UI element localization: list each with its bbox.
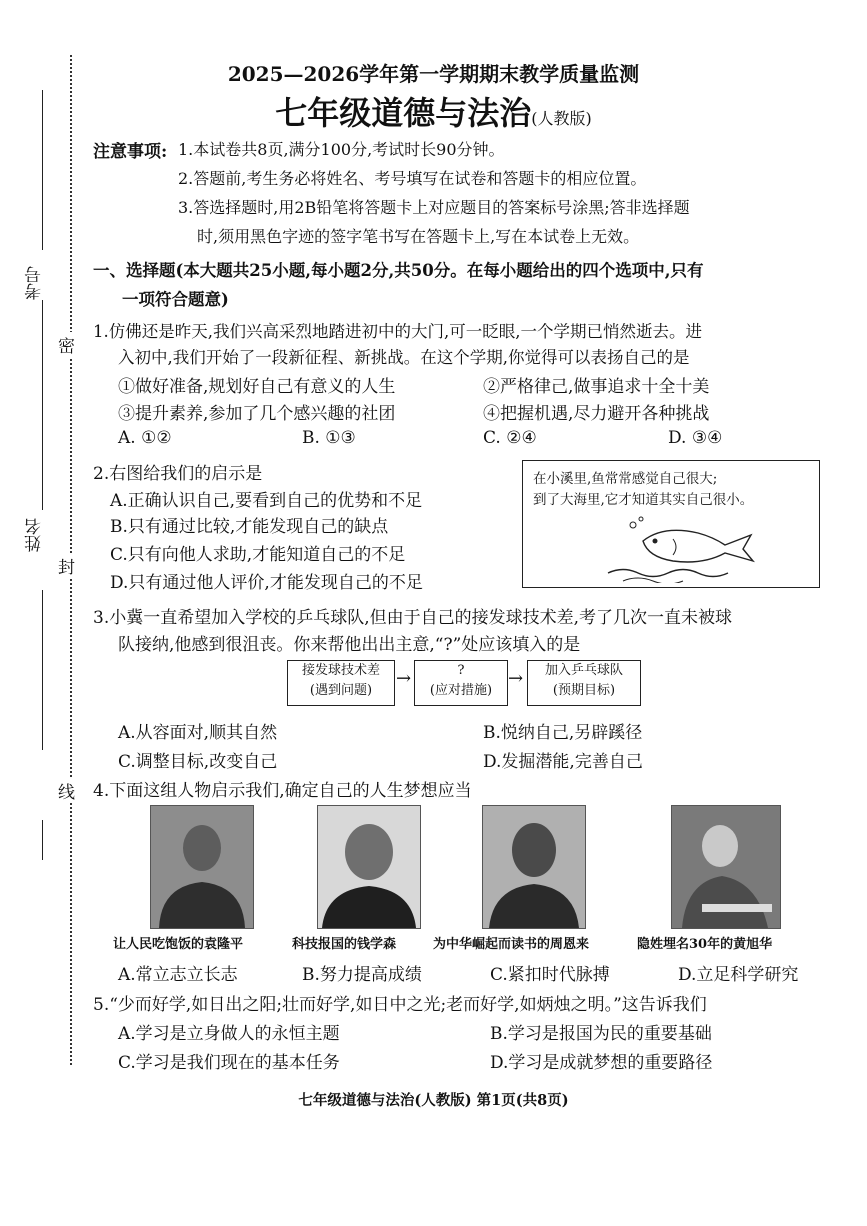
q1-statement-3: ③提升素养,参加了几个感兴趣的社团 [118, 404, 396, 424]
notice-item-2: 2.答题前,考生务必将姓名、考号填写在试卷和答题卡的相应位置。 [178, 169, 647, 188]
flow-box-problem-title: 接发球技术差 [301, 663, 380, 678]
subject-name: 七年级道德与法治 [275, 94, 532, 132]
q4-option-b: B.努力提高成绩 [302, 965, 422, 985]
portrait-caption-3: 为中华崛起而读书的周恩来 [433, 937, 590, 952]
cartoon-caption-1: 在小溪里,鱼常常感觉自己很大; [533, 471, 718, 487]
notice-item-1: 1.本试卷共8页,满分100分,考试时长90分钟。 [178, 140, 505, 159]
flow-arrow-1: → [396, 668, 412, 689]
flow-box-problem-sub: (遇到问题) [309, 683, 373, 698]
q4-option-a: A.常立志立长志 [118, 965, 238, 985]
q5-option-c: C.学习是我们现在的基本任务 [118, 1053, 340, 1073]
flow-box-measure [414, 660, 508, 706]
q1-stem: 1.仿佛还是昨天,我们兴高采烈地踏进初中的大门,可一眨眼,一个学期已悄然逝去。进 [93, 322, 702, 341]
q3-option-a: A.从容面对,顺其自然 [118, 723, 278, 743]
flow-box-goal [527, 660, 641, 706]
flow-box-goal-sub: (预期目标) [552, 683, 616, 698]
notice-item-3: 3.答选择题时,用2B铅笔将答题卡上对应题目的答案标号涂黑;答非选择题 [178, 198, 690, 217]
q5-option-a: A.学习是立身做人的永恒主题 [118, 1024, 340, 1044]
cartoon-caption-2: 到了大海里,它才知道其实自己很小。 [533, 492, 754, 508]
seal-mi: 密 [58, 332, 75, 357]
q4-option-d: D.立足科学研究 [678, 965, 799, 985]
page-footer: 七年级道德与法治(人教版) 第1页(共8页) [298, 1092, 569, 1109]
q5-option-b: B.学习是报国为民的重要基础 [490, 1024, 712, 1044]
q2-stem: 2.右图给我们的启示是 [93, 464, 263, 484]
section1-title-cont: 一项符合题意) [122, 290, 229, 309]
notice-item-3-cont: 时,须用黑色字迹的签字笔书写在答题卡上,写在本试卷上无效。 [197, 227, 640, 246]
portrait-photo-3 [482, 805, 586, 929]
portrait-caption-4: 隐姓埋名30年的黄旭华 [637, 937, 773, 952]
portrait-photo-4 [671, 805, 781, 929]
q2-option-b: B.只有通过比较,才能发现自己的缺点 [110, 517, 389, 537]
portrait-caption-2: 科技报国的钱学森 [292, 937, 397, 952]
name-label: 姓名 [25, 518, 45, 552]
q3-stem: 3.小冀一直希望加入学校的乒乓球队,但由于自己的接发球技术差,考了几次一直未被球 [93, 608, 733, 628]
q1-statement-2: ②严格律己,做事追求十全十美 [483, 377, 710, 397]
edition: (人教版) [531, 109, 592, 128]
q1-option-a: A. ①② [118, 428, 172, 448]
exam-no-label: 考号 [25, 266, 45, 300]
q3-option-c: C.调整目标,改变自己 [118, 752, 278, 772]
section1-title: 一、选择题(本大题共25小题,每小题2分,共50分。在每小题给出的四个选项中,只有 [93, 261, 704, 280]
portrait-caption-1: 让人民吃饱饭的袁隆平 [113, 937, 244, 952]
person-icon [318, 806, 420, 928]
name-blank-line-1 [42, 300, 43, 510]
q2-cartoon [522, 460, 820, 588]
person-icon [672, 806, 780, 928]
q1-option-b: B. ①③ [302, 428, 356, 448]
name-blank-line-2 [42, 590, 43, 750]
subject-title [0, 88, 867, 134]
q3-option-b: B.悦纳自己,另辟蹊径 [483, 723, 643, 743]
flow-box-problem [287, 660, 395, 706]
fish-icon [603, 511, 773, 583]
seal-xian: 线 [58, 778, 75, 803]
exam-title: 2025—2026学年第一学期期末教学质量监测 [227, 62, 640, 86]
person-icon [151, 806, 253, 928]
flow-arrow-2: → [508, 668, 524, 689]
flow-box-measure-sub: (应对措施) [429, 683, 493, 698]
person-icon [483, 806, 585, 928]
q4-option-c: C.紧扣时代脉搏 [490, 965, 610, 985]
notice-heading: 注意事项: [93, 142, 168, 162]
q1-option-d: D. ③④ [668, 428, 723, 448]
q2-option-c: C.只有向他人求助,才能知道自己的不足 [110, 545, 406, 565]
q5-option-d: D.学习是成就梦想的重要路径 [490, 1053, 713, 1073]
q1-stem-cont: 入初中,我们开始了一段新征程、新挑战。在这个学期,你觉得可以表扬自己的是 [118, 348, 690, 367]
portrait-photo-1 [150, 805, 254, 929]
seal-feng: 封 [58, 553, 75, 578]
q1-statement-4: ④把握机遇,尽力避开各种挑战 [483, 404, 710, 424]
portrait-photo-2 [317, 805, 421, 929]
q4-stem: 4.下面这组人物启示我们,确定自己的人生梦想应当 [93, 781, 472, 801]
q1-statement-1: ①做好准备,规划好自己有意义的人生 [118, 377, 396, 397]
q5-stem: 5.“少而好学,如日出之阳;壮而好学,如日中之光;老而好学,如炳烛之明。”这告诉我们 [93, 995, 707, 1015]
q3-stem-cont: 队接纳,他感到很沮丧。你来帮他出出主意,“?”处应该填入的是 [118, 635, 581, 655]
flow-box-measure-title: ? [457, 663, 465, 678]
flow-box-goal-title: 加入乒乓球队 [544, 663, 623, 678]
q3-option-d: D.发掘潜能,完善自己 [483, 752, 643, 772]
gutter-short-line [42, 820, 43, 860]
q2-option-d: D.只有通过他人评价,才能发现自己的不足 [110, 573, 423, 593]
q1-option-c: C. ②④ [483, 428, 537, 448]
q2-option-a: A.正确认识自己,要看到自己的优势和不足 [110, 491, 423, 511]
